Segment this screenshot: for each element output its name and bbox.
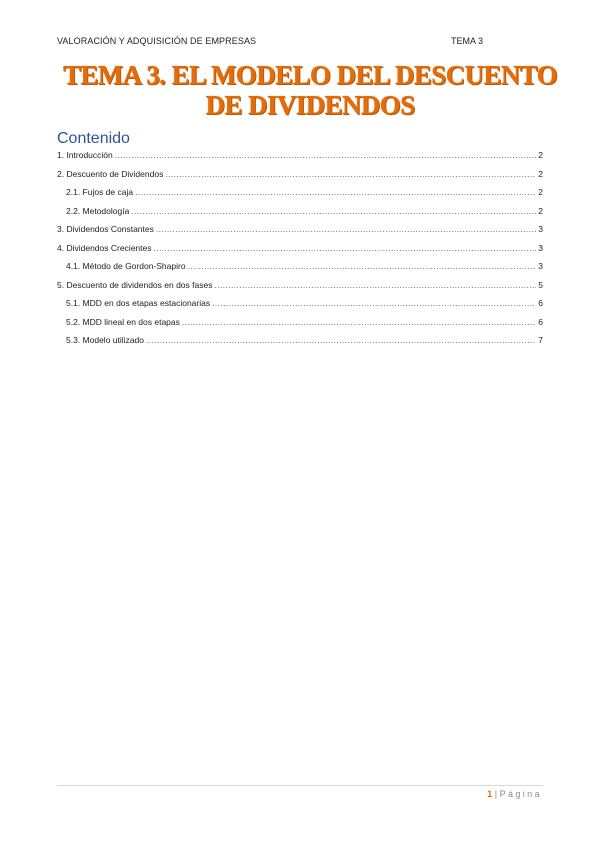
toc-subentry[interactable] xyxy=(57,335,543,354)
toc-subentry[interactable] xyxy=(57,317,543,336)
toc-entry-page: 2 xyxy=(538,205,543,216)
toc-entry-page: 3 xyxy=(538,224,543,234)
toc-entry-page: 6 xyxy=(538,316,543,327)
toc-entry-label: 5. Descuento de dividendos en dos fases xyxy=(57,279,213,290)
toc-subentry[interactable] xyxy=(57,206,543,225)
running-header-left: VALORACIÓN Y ADQUISICIÓN DE EMPRESAS xyxy=(57,36,257,46)
toc-entry-label: 5.3. Modelo utilizado xyxy=(66,335,144,345)
toc-entry-label: 1. Introducción xyxy=(57,150,113,160)
toc-leader-dots xyxy=(188,261,537,271)
toc-leader-dots xyxy=(182,317,536,327)
toc-heading: Contenido xyxy=(57,130,130,147)
toc-entry[interactable] xyxy=(57,280,543,299)
toc-entry-page: 3 xyxy=(538,242,543,253)
toc-subentry[interactable] xyxy=(57,187,543,206)
toc-subentry[interactable] xyxy=(57,298,543,317)
page-footer xyxy=(487,789,542,799)
toc-entry-label: 5.1. MDD en dos etapas estacionarias xyxy=(66,298,211,308)
toc-leader-dots xyxy=(115,150,537,160)
toc-entry[interactable] xyxy=(57,150,543,169)
toc-entry-label: 3. Dividendos Constantes xyxy=(57,224,154,234)
toc-entry-page: 3 xyxy=(538,261,543,271)
toc-leader-dots xyxy=(165,169,536,179)
toc-entry-label: 2. Descuento de Dividendos xyxy=(57,168,164,179)
document-title-line-1: TEMA 3. EL MODELO DEL DESCUENTO xyxy=(62,60,558,90)
toc-leader-dots xyxy=(212,298,536,308)
document-title-line-2: DE DIVIDENDOS xyxy=(205,90,415,120)
toc-entry[interactable] xyxy=(57,224,543,243)
document-title xyxy=(57,60,563,120)
toc-entry-label: 5.2. MDD lineal en dos etapas xyxy=(66,316,180,327)
footer-page-word: Página xyxy=(499,789,542,799)
toc-entry-page: 2 xyxy=(538,150,543,160)
toc-entry-label: 4.1. Método de Gordon-Shapiro xyxy=(66,261,186,271)
toc-entry-label: 2.1. Fujos de caja xyxy=(66,187,134,197)
toc-entry-label: 2.2. Metodología xyxy=(66,205,130,216)
toc-entry-page: 2 xyxy=(538,168,543,179)
toc-entry-page: 5 xyxy=(538,279,543,290)
footer-page-number: 1 xyxy=(487,789,493,799)
toc-leader-dots xyxy=(131,206,536,216)
toc-leader-dots xyxy=(154,243,537,253)
toc-entry-label: 4. Dividendos Crecientes xyxy=(57,242,152,253)
footer-divider xyxy=(57,785,543,786)
toc-leader-dots xyxy=(135,187,536,197)
running-header-right: TEMA 3 xyxy=(451,36,484,46)
toc-entry-page: 6 xyxy=(538,298,543,308)
toc-entry[interactable] xyxy=(57,169,543,188)
toc-leader-dots xyxy=(214,280,536,290)
toc-entry[interactable] xyxy=(57,243,543,262)
toc-leader-dots xyxy=(156,224,536,234)
toc-entry-page: 2 xyxy=(538,187,543,197)
toc-leader-dots xyxy=(146,335,536,345)
toc-entry-page: 7 xyxy=(538,335,543,345)
table-of-contents xyxy=(57,150,543,354)
toc-subentry[interactable] xyxy=(57,261,543,280)
footer-separator: | xyxy=(492,789,500,799)
